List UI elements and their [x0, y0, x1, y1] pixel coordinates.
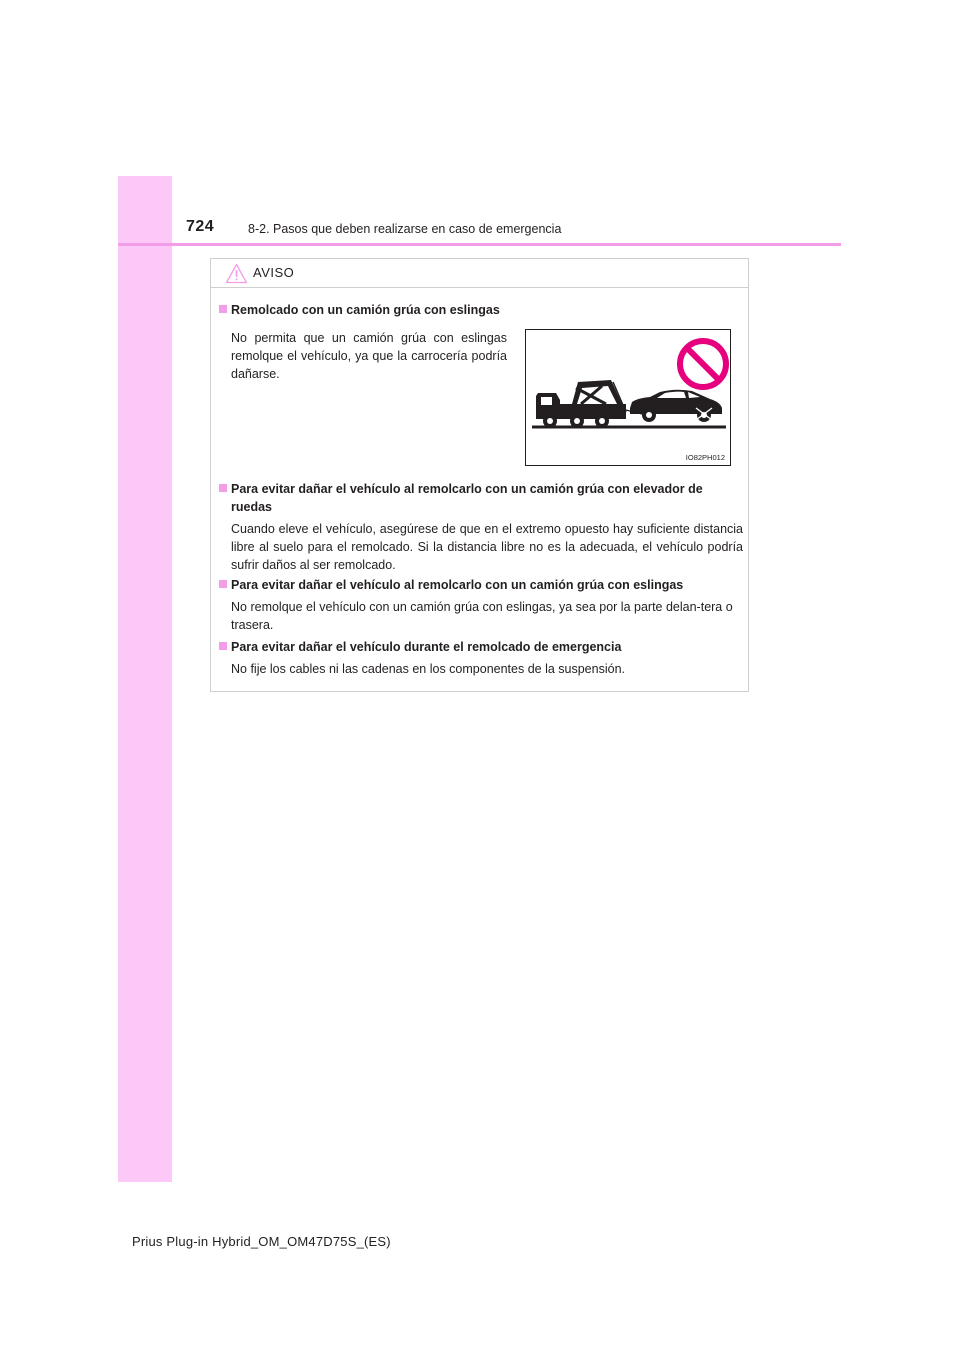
footer-document-id: Prius Plug-in Hybrid_OM_OM47D75S_(ES): [132, 1234, 391, 1249]
item-heading: Para evitar dañar el vehículo al remolcarlo con un camión grúa con eslingas: [219, 576, 743, 594]
warning-item: [219, 301, 743, 319]
figure-code: IO82PH012: [685, 453, 725, 462]
warning-triangle-icon: [225, 263, 248, 284]
square-bullet-icon: [219, 305, 227, 313]
warning-title: AVISO: [253, 265, 295, 280]
item-heading: Para evitar dañar el vehículo durante el remolcado de emergencia: [219, 638, 743, 656]
tow-truck-illustration: [526, 330, 730, 465]
car-icon: [630, 390, 722, 422]
warning-item: [219, 638, 743, 678]
tow-truck-figure: [525, 329, 731, 466]
square-bullet-icon: [219, 642, 227, 650]
item-heading: Remolcado con un camión grúa con eslingas: [219, 301, 743, 319]
section-title: 8-2. Pasos que deben realizarse en caso de emergencia: [248, 222, 562, 236]
warning-header: [211, 259, 748, 288]
tow-truck-icon: [536, 380, 626, 428]
item-heading: Para evitar dañar el vehículo al remolcarlo con un camión grúa con elevador de ruedas: [219, 480, 743, 516]
side-tab: [118, 176, 172, 1182]
warning-item: [219, 480, 743, 574]
item-text: No permita que un camión grúa con eslingas remolque el vehículo, ya que la carrocería podría dañarse.: [231, 331, 507, 381]
warning-item: [219, 576, 743, 634]
item-text: No fije los cables ni las cadenas en los componentes de la suspensión.: [231, 662, 625, 676]
item-text: No remolque el vehículo con un camión grúa con eslingas, ya sea por la parte delan-tera o trasera.: [231, 600, 733, 632]
header-rule: [118, 243, 841, 246]
warning-box: [210, 258, 749, 692]
page-number: 724: [186, 218, 215, 235]
square-bullet-icon: [219, 484, 227, 492]
item-text: Cuando eleve el vehículo, asegúrese de que en el extremo opuesto hay suficiente distancia libre al suelo para el remolcado. Si la distancia libre no es la adecuada, el vehículo podría sufrir daños al ser remolcado.: [231, 522, 743, 572]
prohibition-icon: [680, 341, 726, 387]
square-bullet-icon: [219, 580, 227, 588]
